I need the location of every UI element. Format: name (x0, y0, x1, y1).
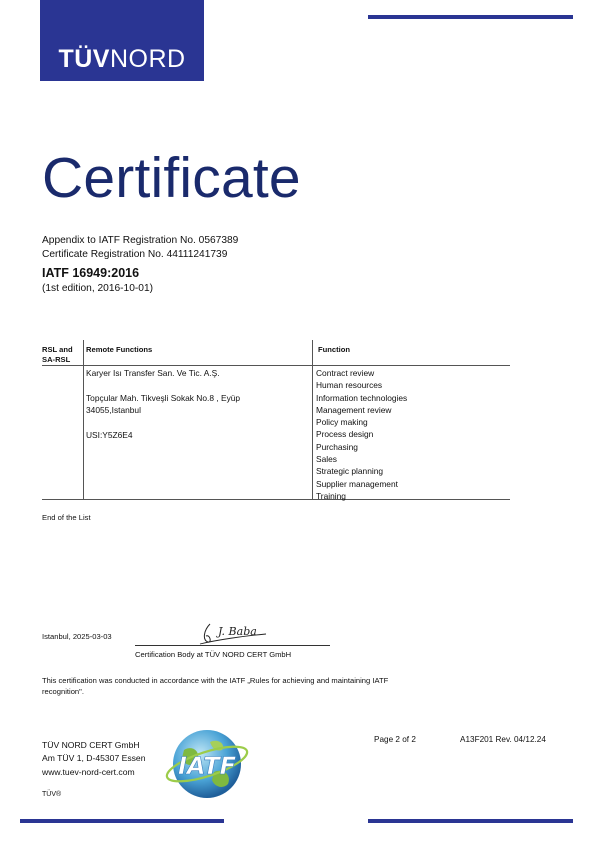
function-item: Management review (316, 404, 392, 415)
function-item: Process design (316, 429, 374, 440)
header-rsl-line1: RSL and (42, 345, 73, 354)
function-item: Human resources (316, 380, 383, 391)
bottom-accent-bar-left (20, 819, 224, 823)
function-item: Information technologies (316, 392, 408, 403)
function-list (316, 367, 407, 502)
certification-body: Certification Body at TÜV NORD CERT GmbH (135, 650, 292, 659)
place-date: Istanbul, 2025-03-03 (42, 632, 112, 641)
function-item: Strategic planning (316, 466, 384, 477)
table-column-divider-2 (312, 340, 313, 499)
certificate-line: Certificate Registration No. 44111241739 (42, 249, 228, 260)
function-item: Purchasing (316, 441, 358, 452)
header-function: Function (318, 345, 351, 354)
footer-company: TÜV NORD CERT GmbH (42, 740, 140, 750)
form-code: A13F201 Rev. 04/12.24 (460, 735, 546, 744)
company-name: Karyer Isı Transfer San. Ve Tic. A.Ş. (86, 368, 220, 378)
top-accent-bar (368, 15, 573, 19)
address-line-2: 34055,Istanbul (86, 405, 141, 415)
footer-website: www.tuev-nord-cert.com (42, 767, 135, 777)
tuv-mark: TÜV® (42, 791, 62, 798)
page-title: Certificate (42, 146, 301, 210)
header-rsl-line2: SA-RSL (42, 355, 71, 364)
table-header-rule (42, 365, 510, 366)
header-remote-functions: Remote Functions (86, 345, 153, 354)
function-item: Policy making (316, 417, 368, 428)
compliance-line-1: This certification was conducted in accordance with the IATF „Rules for achieving and maintaining IATF (42, 676, 389, 685)
bottom-accent-bar-right (368, 819, 573, 823)
function-item: Sales (316, 454, 337, 465)
iatf-logo (162, 724, 252, 804)
table-bottom-rule (42, 499, 510, 500)
iatf-logo-text: IATF (178, 752, 236, 780)
footer-address: Am TÜV 1, D-45307 Essen (42, 753, 146, 763)
appendix-line: Appendix to IATF Registration No. 0567389 (42, 235, 239, 246)
address-line-1: Topçular Mah. Tikveşli Sokak No.8 , Eyüp (86, 393, 241, 403)
page-number: Page 2 of 2 (374, 735, 416, 744)
function-item: Supplier management (316, 478, 398, 489)
function-item: Contract review (316, 368, 375, 378)
tuv-nord-logo (40, 0, 204, 81)
signature-text: J. Baba (218, 625, 257, 638)
compliance-line-2: recognition". (42, 687, 84, 696)
end-of-list: End of the List (42, 513, 91, 522)
standard-name: IATF 16949:2016 (42, 266, 140, 280)
logo-wordmark: TÜVNORD (58, 45, 186, 73)
signature-line (135, 645, 330, 646)
table-column-divider-1 (83, 340, 84, 499)
edition-line: (1st edition, 2016-10-01) (42, 283, 153, 294)
function-item: Training (316, 490, 346, 501)
usi-code: USI:Y5Z6E4 (86, 430, 133, 440)
